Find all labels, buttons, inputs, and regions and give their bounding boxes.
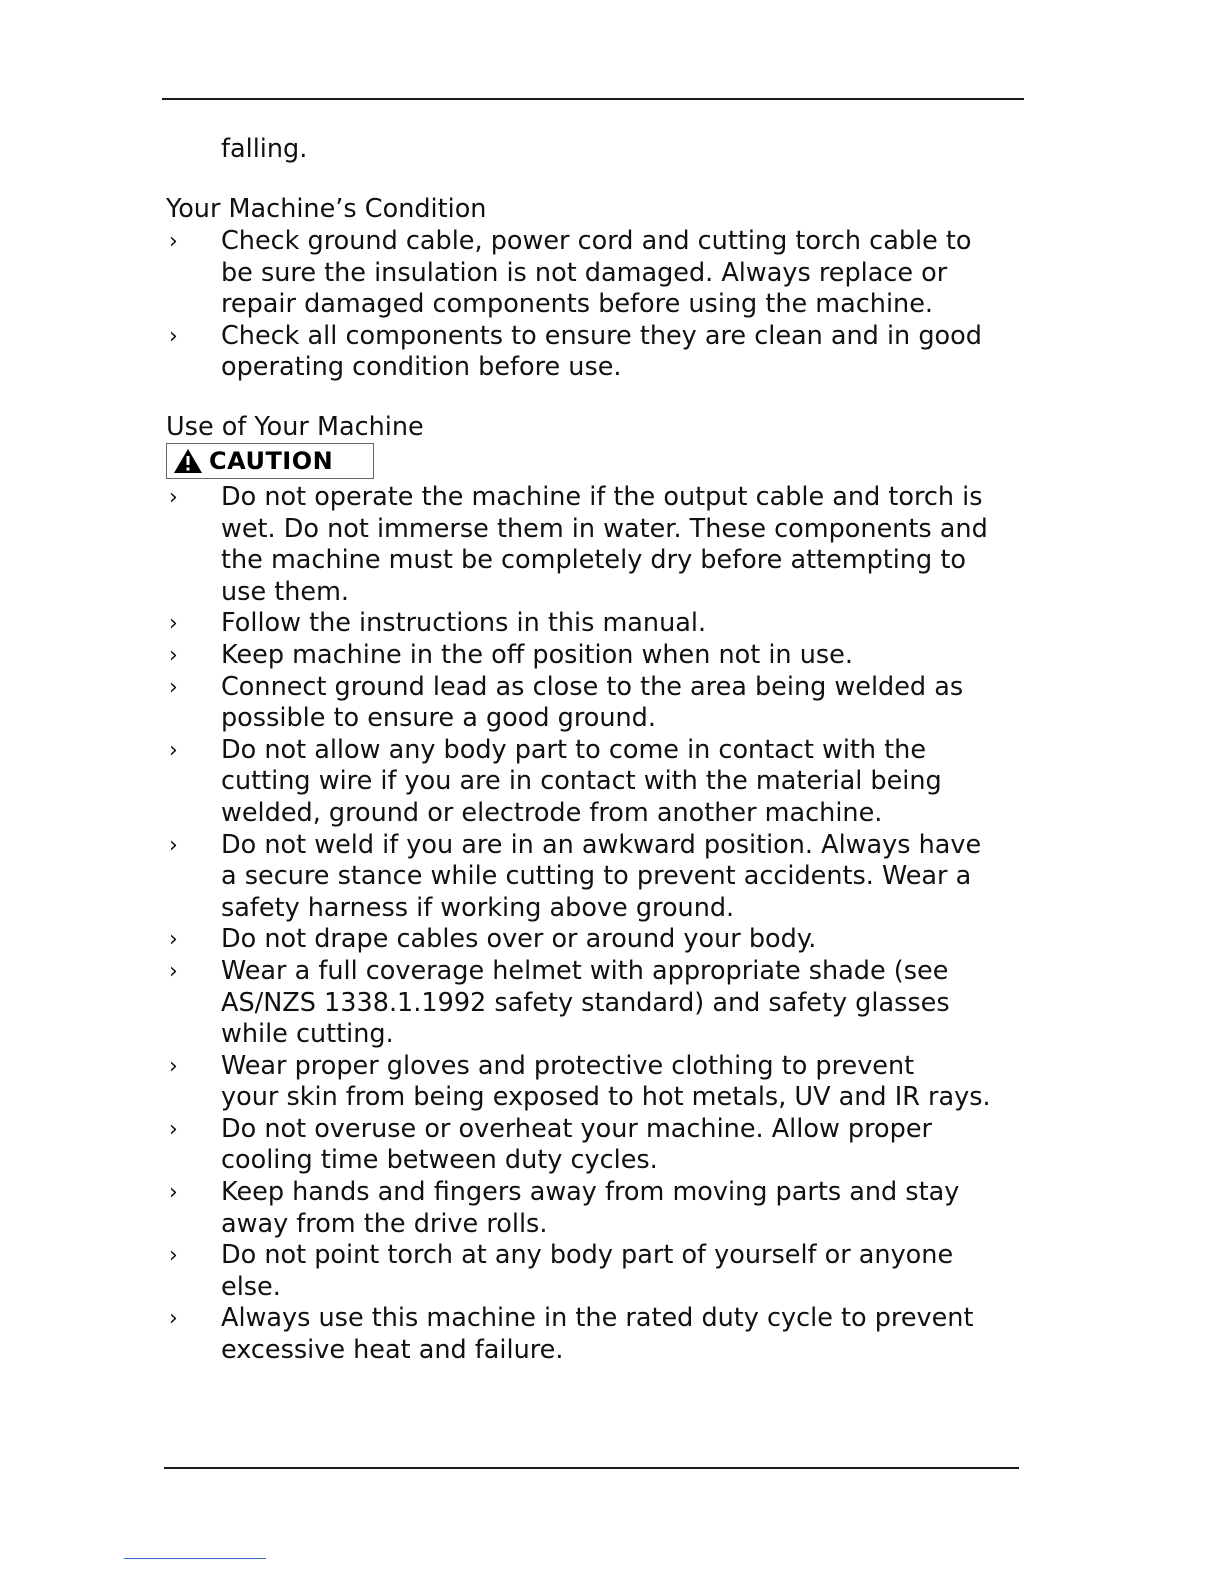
bullet-marker: › xyxy=(169,1116,178,1142)
list-item xyxy=(166,640,1066,672)
list-item-text: Keep machine in the off position when not in use. xyxy=(221,639,853,670)
list-item-text: Check all components to ensure they are clean and in good operating condition before use. xyxy=(221,320,982,383)
list-item xyxy=(166,1114,1066,1177)
bullet-marker: › xyxy=(169,1053,178,1079)
list-item xyxy=(166,608,1066,640)
warning-triangle-icon xyxy=(173,448,203,474)
section-heading-use-of-machine: Use of Your Machine xyxy=(166,412,424,442)
bullet-marker: › xyxy=(169,323,178,349)
list-item-text: Connect ground lead as close to the area being welded as possible to ensure a good ground. xyxy=(221,671,964,734)
list-item xyxy=(166,1051,1066,1114)
continued-text: falling. xyxy=(221,134,308,164)
list-item-text: Always use this machine in the rated duty cycle to prevent excessive heat and failure. xyxy=(221,1303,974,1366)
list-item-text: Do not overuse or overheat your machine. Allow proper cooling time between duty cycles. xyxy=(221,1113,932,1176)
list-item-text: Wear a full coverage helmet with appropriate shade (see AS/NZS 1338.1.1992 safety standard) and safety glasses while cutting. xyxy=(221,955,950,1050)
list-item xyxy=(166,672,1066,735)
machine-use-list xyxy=(166,482,1066,1367)
machine-condition-list xyxy=(166,226,1066,384)
list-item-text: Check ground cable, power cord and cutting torch cable to be sure the insulation is not damaged. Always replace or repair damaged components before using the machine. xyxy=(221,226,972,320)
list-item-text: Wear proper gloves and protective clothing to prevent your skin from being exposed to hot metals, UV and IR rays. xyxy=(221,1050,991,1113)
bullet-marker: › xyxy=(169,229,178,254)
bullet-marker: › xyxy=(169,485,178,510)
list-item xyxy=(166,482,1066,608)
list-item-text: Keep hands and fingers away from moving parts and stay away from the drive rolls. xyxy=(221,1177,960,1239)
bullet-marker: › xyxy=(169,958,178,984)
section-heading-machine-condition: Your Machine’s Condition xyxy=(166,194,487,224)
bullet-marker: › xyxy=(169,1306,178,1332)
list-item xyxy=(166,1303,1066,1366)
footer-rule xyxy=(164,1467,1019,1469)
bullet-marker: › xyxy=(169,927,178,953)
list-item xyxy=(166,1177,1066,1240)
caution-label-box xyxy=(166,443,374,479)
bullet-marker: › xyxy=(169,611,178,637)
header-rule xyxy=(162,98,1024,100)
list-item xyxy=(166,321,1066,384)
list-item xyxy=(166,735,1066,830)
link-underline xyxy=(124,1558,266,1559)
list-item-text: Do not allow any body part to come in contact with the cutting wire if you are in contact with the material being welded, ground or electrode from another machine. xyxy=(221,734,942,828)
list-item-text: Do not drape cables over or around your body. xyxy=(221,924,817,955)
list-item-text: Follow the instructions in this manual. xyxy=(221,608,707,639)
list-item-text: Do not point torch at any body part of yourself or anyone else. xyxy=(221,1240,954,1302)
bullet-marker: › xyxy=(169,1180,178,1206)
list-item xyxy=(166,956,1066,1051)
bullet-marker: › xyxy=(169,1243,178,1269)
list-item xyxy=(166,830,1066,925)
list-item xyxy=(166,226,1066,321)
list-item-text: Do not weld if you are in an awkward position. Always have a secure stance while cutting to prevent accidents. Wear a safety harness if working above ground. xyxy=(221,829,982,923)
bullet-marker: › xyxy=(169,642,178,668)
caution-label: CAUTION xyxy=(209,447,334,475)
bullet-marker: › xyxy=(169,832,178,858)
list-item xyxy=(166,1240,1066,1303)
bullet-marker: › xyxy=(169,674,178,700)
list-item-text: Do not operate the machine if the output cable and torch is wet. Do not immerse them in water. These components and the machine must be completely dry before attempting to use them. xyxy=(221,482,988,607)
list-item xyxy=(166,924,1066,956)
bullet-marker: › xyxy=(169,737,178,763)
